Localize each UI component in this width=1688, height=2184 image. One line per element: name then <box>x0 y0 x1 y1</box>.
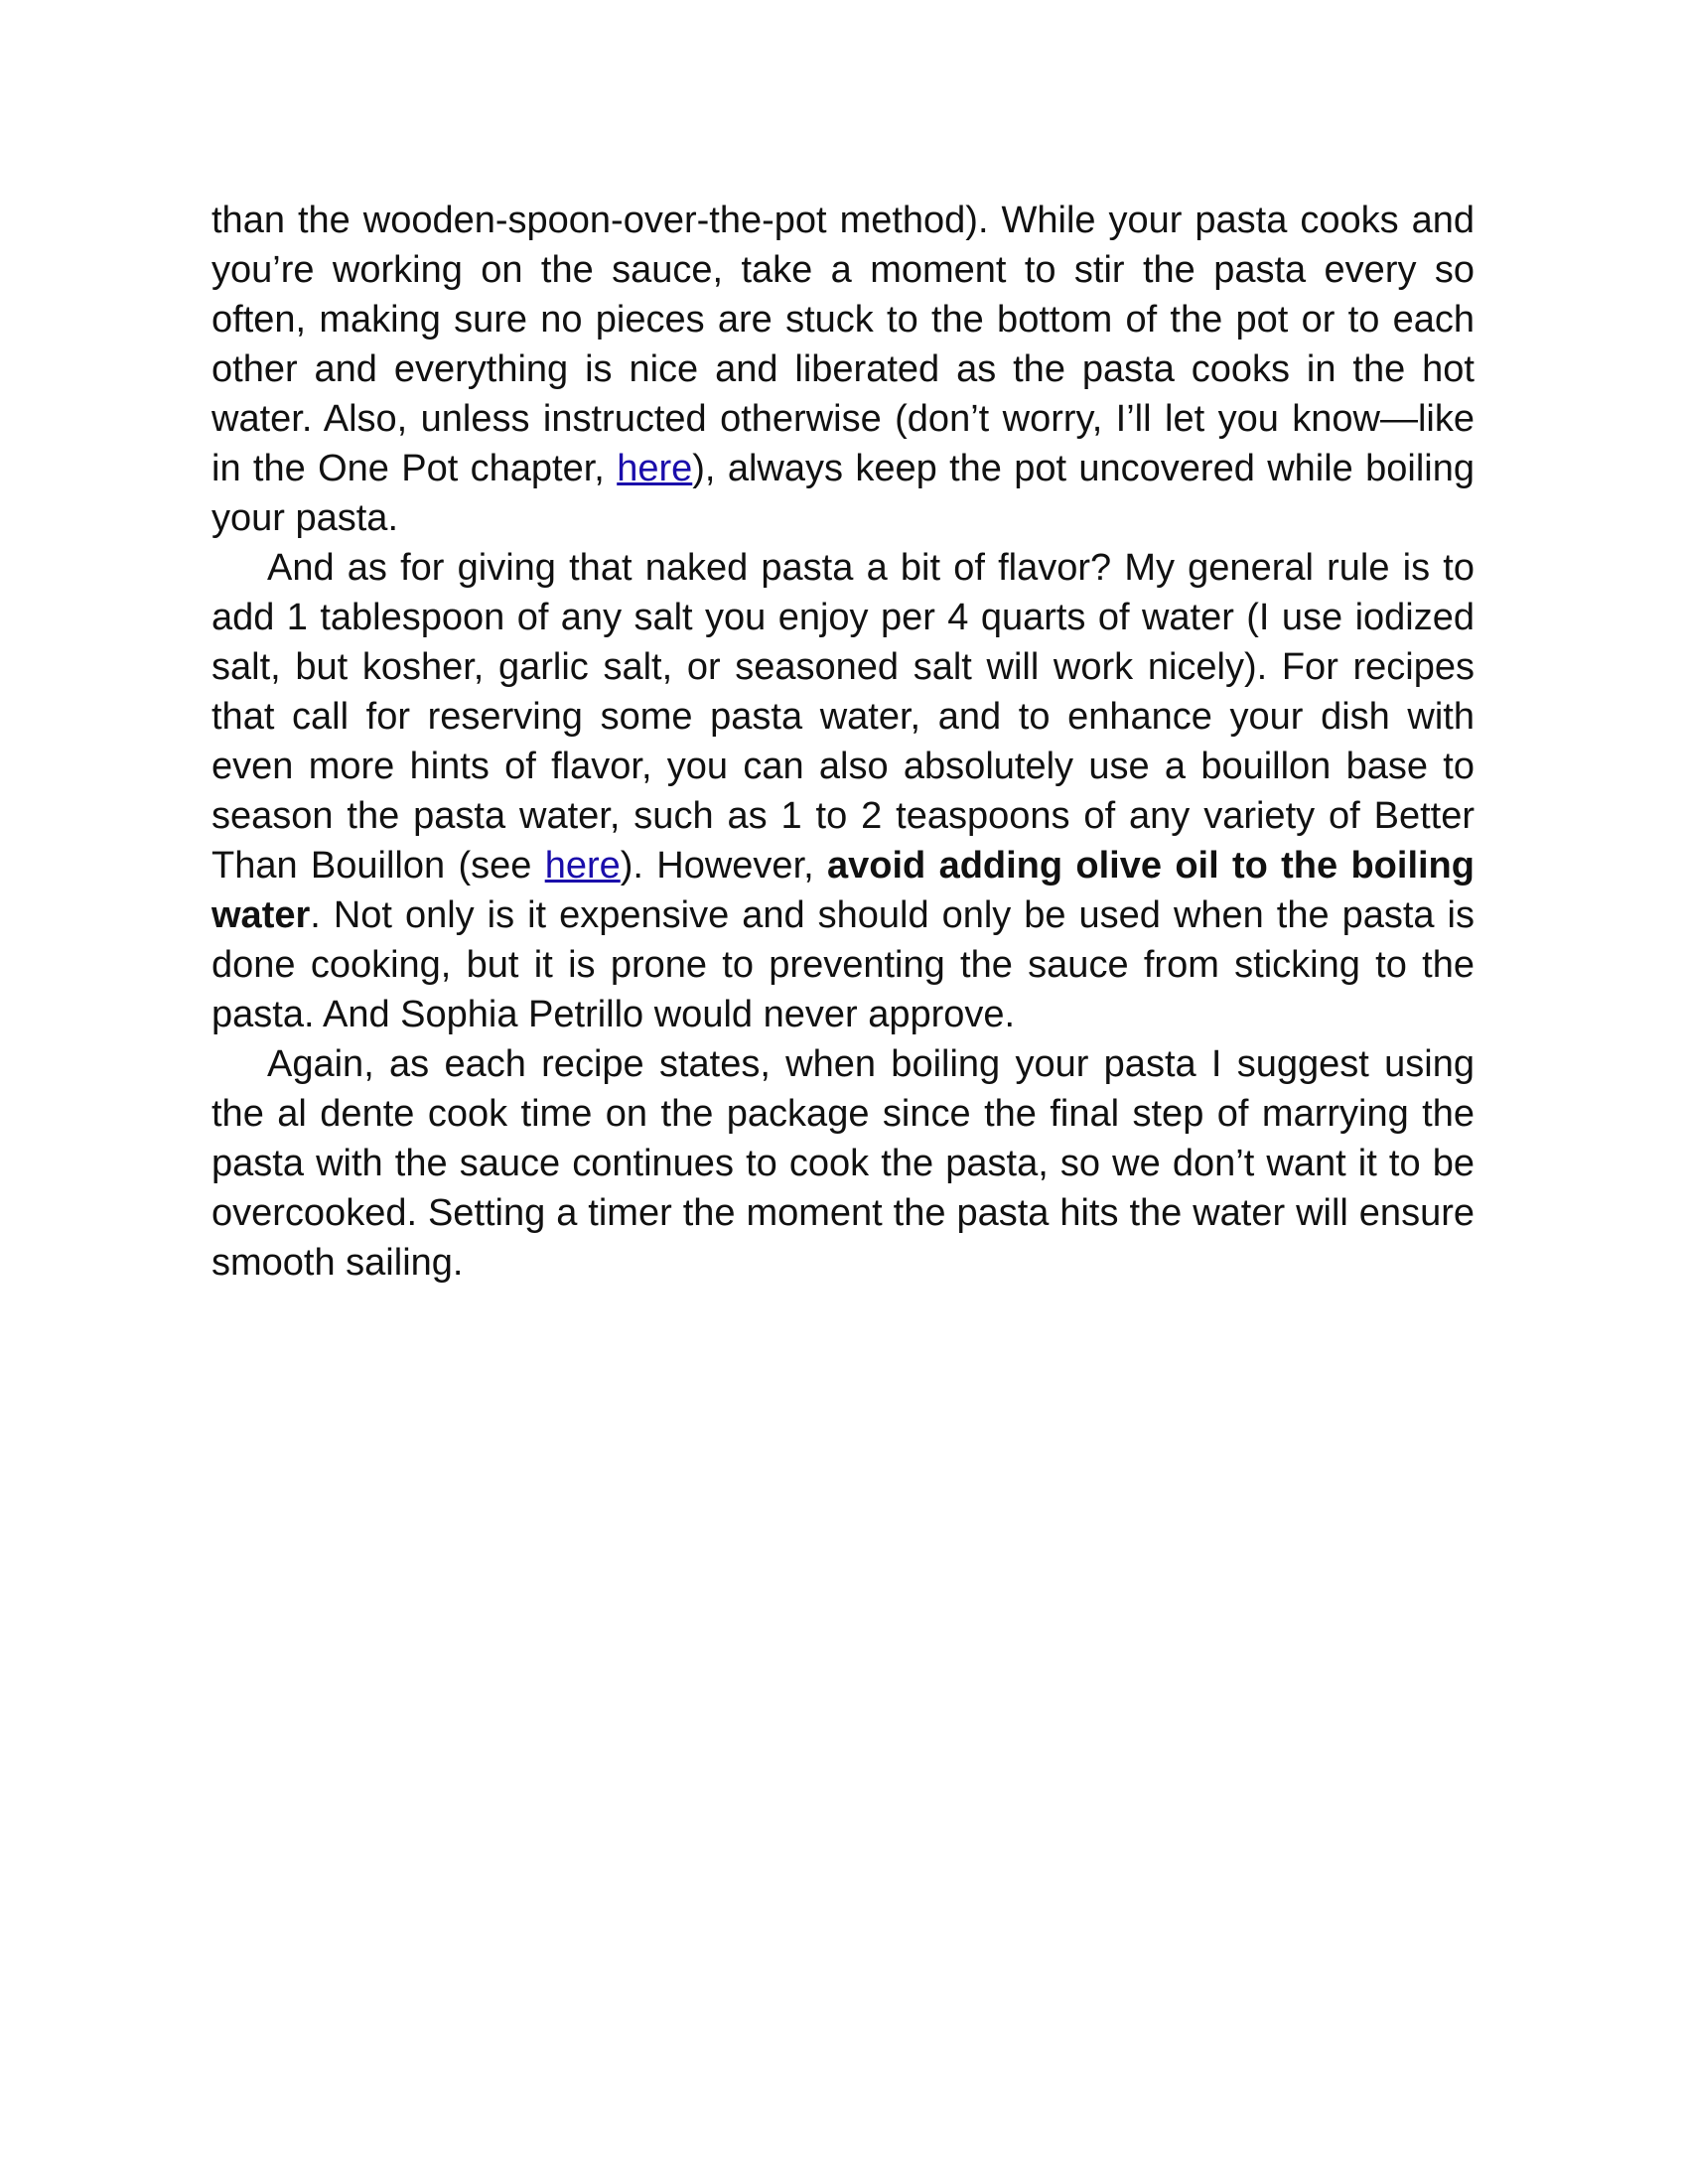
paragraph-2-text-middle: ). However, <box>620 845 827 887</box>
paragraph-1 <box>211 196 1475 543</box>
paragraph-1-text-start: than the wooden-spoon-over-the-pot method). While your pasta cooks and you’re working on the sauce, take a moment to stir the pasta every so often, making sure no pieces are stuck to the bottom of the pot or to each other and everything is nice and liberated as the pasta cooks in the hot water. Also, unless instructed otherwise (don’t worry, I’ll let you know—like in the One Pot chapter, <box>211 200 1475 489</box>
one-pot-chapter-link[interactable]: here <box>617 448 693 489</box>
paragraph-3 <box>211 1039 1475 1288</box>
paragraph-3-text: Again, as each recipe states, when boiling your pasta I suggest using the al dente cook time on the package since the final step of marrying the pasta with the sauce continues to cook the pasta, so we don’t want it to be overcooked. Setting a timer the moment the pasta hits the water will ensure smooth sailing. <box>211 1043 1475 1284</box>
olive-oil-warning: avoid adding olive oil to the boiling water <box>211 845 1475 936</box>
body-text <box>211 196 1475 1288</box>
paragraph-2 <box>211 543 1475 1039</box>
better-than-bouillon-link[interactable]: here <box>544 845 621 887</box>
paragraph-1-text-end: ), always keep the pot uncovered while boiling your pasta. <box>211 448 1476 539</box>
paragraph-2-text-start: And as for giving that naked pasta a bit of flavor? My general rule is to add 1 tablespoon of any salt you enjoy per 4 quarts of water (I use iodized salt, but kosher, garlic salt, or seasoned salt will work nicely). For recipes that call for reserving some pasta water, and to enhance your dish with even more hints of flavor, you can also absolutely use a bouillon base to season the pasta water, such as 1 to 2 teaspoons of any variety of Better Than Bouillon (see <box>211 547 1475 887</box>
paragraph-2-text-end: . Not only is it expensive and should only be used when the pasta is done cooking, but it is prone to preventing the sauce from sticking to the pasta. And Sophia Petrillo would never approve. <box>211 894 1475 1035</box>
